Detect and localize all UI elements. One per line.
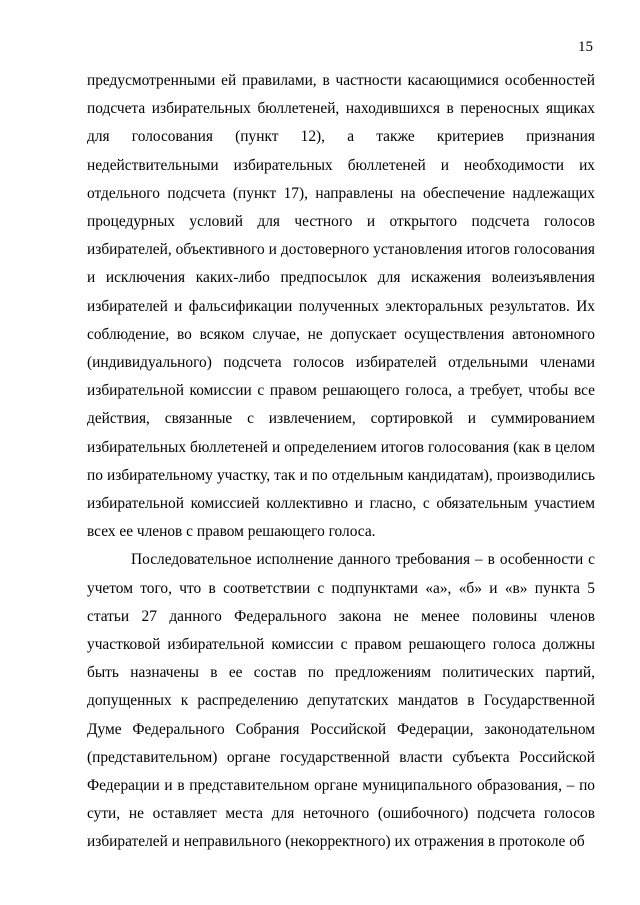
paragraph-continuation: предусмотренными ей правилами, в частности касающимися особенностей подсчета избирательных бюллетеней, находившихся в переносных ящиках для голосования (пункт 12), а также критериев признания недействительными избирательных бюллетеней и необходимости их отдельного подсчета (пункт 17), направлены на обеспечение надлежащих процедурных условий для честного и открытого подсчета голосов избирателей, объективного и достоверного установления итогов голосования и исключения каких-либо предпосылок для искажения волеизъявления избирателей и фальсификации полученных электоральных результатов. Их соблюдение, во всяком случае, не допускает осуществления автономного (индивидуального) подсчета голосов избирателей отдельными членами избирательной комиссии с правом решающего голоса, а требует, чтобы все действия, связанные с извлечением, сортировкой и суммированием избирательных бюллетеней и определением итогов голосования (как в целом по избирательному участку, так и по отдельным кандидатам), производились избирательной комиссией коллективно и гласно, с обязательным участием всех ее членов с правом решающего голоса. xyxy=(87,72,595,541)
paragraph-main: Последовательное исполнение данного требования – в особенности с учетом того, что в соответствии с подпунктами «а», «б» и «в» пункта 5 статьи 27 данного Федерального закона не менее половины членов участковой избирательной комиссии с правом решающего голоса должны быть назначены в ее состав по предложениям политических партий, допущенных к распределению депутатских мандатов в Государственной Думе Федерального Собрания Российской Федерации, законодательном (представительном) органе государственной власти субъекта Российской Федерации и в представительном органе муниципального образования, – по сути, не оставляет места для неточного (ошибочного) подсчета голосов избирателей и неправильного (некорректного) их отражения в протоколе об xyxy=(87,551,595,851)
document-body xyxy=(87,67,595,857)
page-number: 15 xyxy=(578,39,593,55)
